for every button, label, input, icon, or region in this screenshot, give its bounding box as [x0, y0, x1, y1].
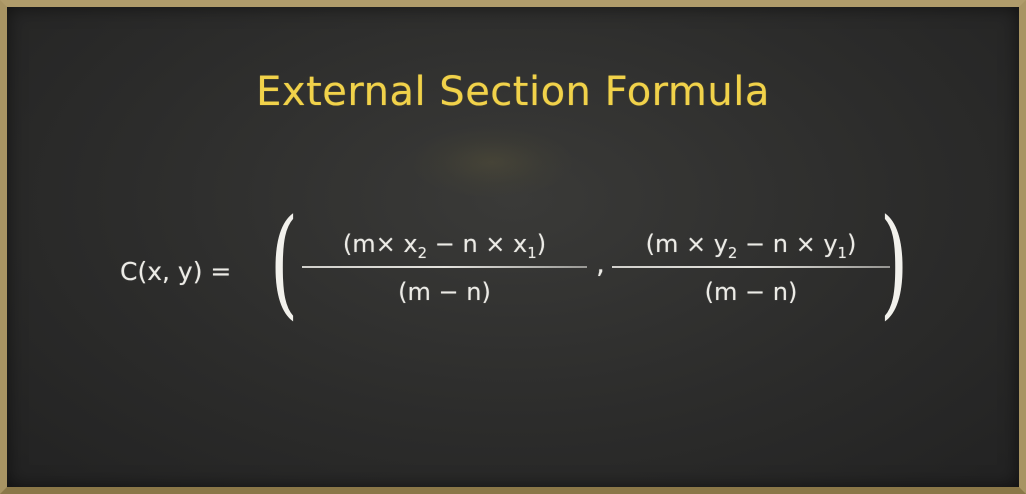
y-numerator: $(m \times y_2 - n \times y_1)$: [645, 230, 857, 262]
y-denominator: (m − n): [704, 278, 798, 306]
y-coordinate-fraction: [612, 224, 890, 312]
close-paren: ): [879, 193, 909, 331]
x-coordinate-fraction: [302, 224, 587, 312]
separator-comma: ,: [596, 247, 605, 280]
x-fraction-bar: [302, 266, 587, 268]
x-denominator: (m − n): [398, 278, 491, 306]
y-fraction-bar: [612, 266, 890, 268]
x-numerator: $(m\times x_2 - n \times x_1)$: [342, 230, 547, 262]
open-paren: (: [269, 193, 299, 331]
formula-lhs: C(x, y) =: [120, 257, 232, 286]
page-title: External Section Formula: [256, 69, 770, 115]
chalk-smudge: [412, 127, 572, 197]
